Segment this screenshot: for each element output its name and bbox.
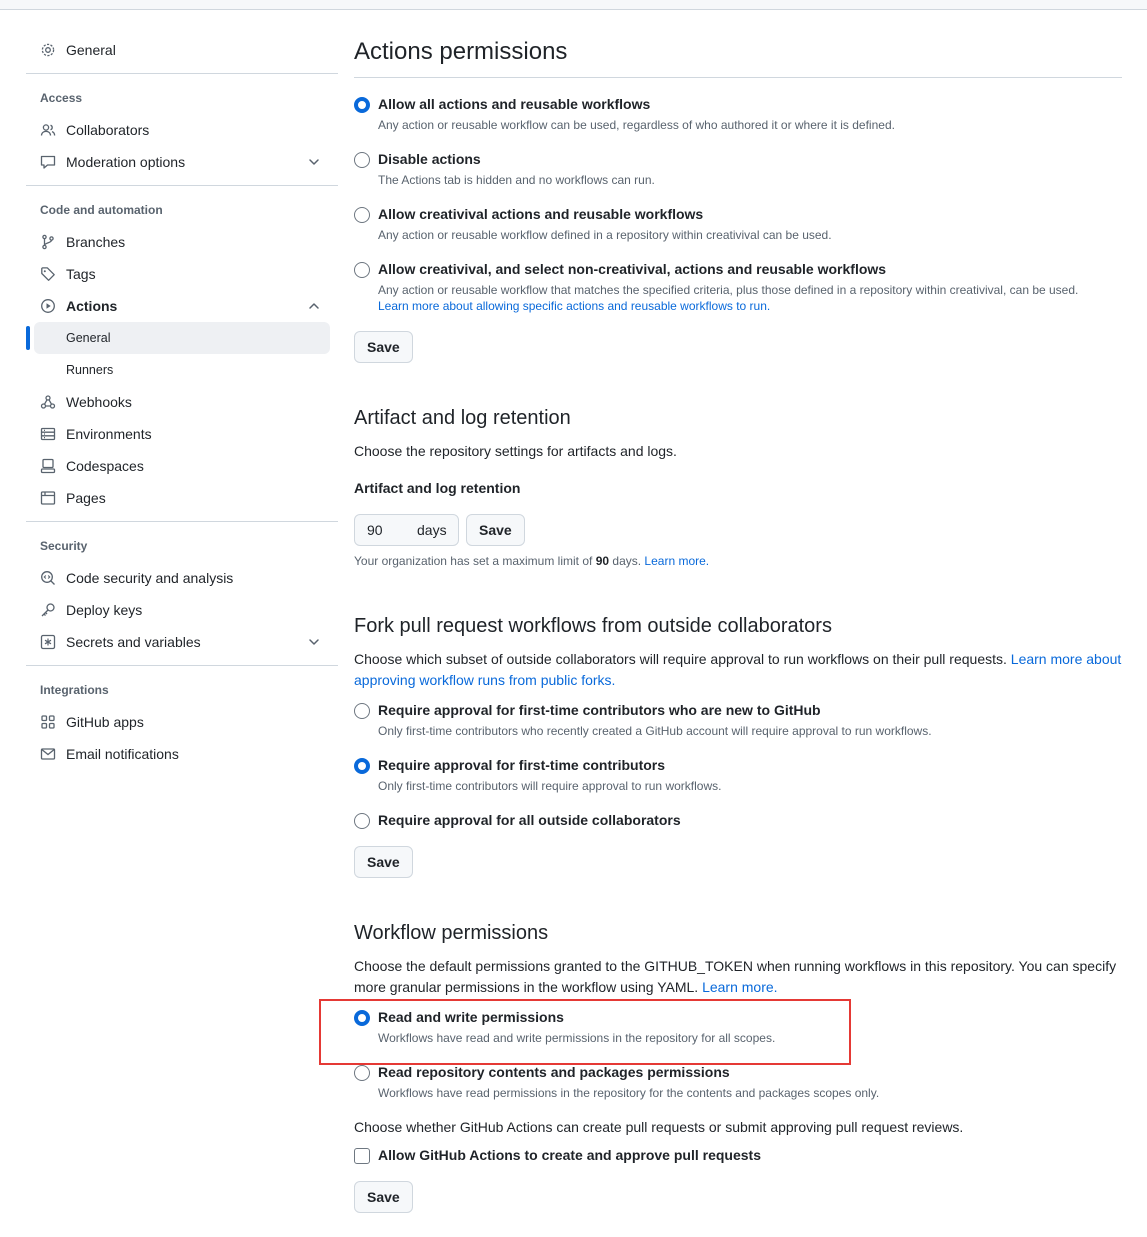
sidebar-item-general[interactable] — [26, 34, 338, 66]
note-limit-value: 90 — [595, 554, 610, 568]
nav-heading-access: Access — [40, 91, 83, 105]
sidebar-item-pages[interactable] — [26, 482, 338, 514]
radio-button[interactable] — [354, 152, 370, 168]
sidebar-item-github-apps[interactable] — [26, 706, 338, 738]
sidebar-item-collaborators[interactable] — [26, 114, 338, 146]
sidebar-item-email-notifications[interactable] — [26, 738, 338, 770]
sidebar-item-label: Tags — [66, 266, 96, 282]
radio-button[interactable] — [354, 207, 370, 223]
people-icon — [40, 122, 56, 138]
learn-more-workflow-link[interactable]: Learn more. — [702, 979, 778, 995]
sidebar-item-label: Runners — [66, 363, 114, 377]
radio-label: Allow creativival actions and reusable workflows — [378, 206, 704, 222]
sidebar-item-label: GitHub apps — [66, 714, 144, 730]
save-retention-button[interactable]: Save — [466, 514, 525, 546]
radio-button[interactable] — [354, 758, 370, 774]
active-indicator — [26, 326, 30, 350]
radio-label: Disable actions — [378, 151, 481, 167]
sidebar-item-label: Environments — [66, 426, 152, 442]
retention-days-unit: days — [417, 522, 447, 538]
sidebar-item-label: Collaborators — [66, 122, 150, 138]
radio-label: Read repository contents and packages permissions — [378, 1064, 730, 1080]
chevron-down-icon[interactable] — [306, 154, 322, 170]
sidebar-item-branches[interactable] — [26, 226, 338, 258]
comment-report-icon — [40, 154, 56, 170]
section-title-fork: Fork pull request workflows from outside collaborators — [354, 615, 832, 637]
sidebar-item-label: Deploy keys — [66, 602, 143, 618]
nav-heading-code: Code and automation — [40, 203, 163, 217]
nav-heading-security: Security — [40, 539, 88, 553]
nav-divider — [26, 665, 338, 666]
radio-label: Require approval for all outside collaborators — [378, 812, 681, 828]
play-icon — [40, 298, 56, 314]
save-workflow-button[interactable]: Save — [354, 1181, 413, 1213]
checkbox[interactable] — [354, 1148, 370, 1164]
nav-divider — [26, 73, 338, 74]
retention-limit-note — [354, 554, 709, 568]
sidebar-item-tags[interactable] — [26, 258, 338, 290]
note-suffix: days. — [612, 554, 642, 568]
sidebar-item-codespaces[interactable] — [26, 450, 338, 482]
section-description — [354, 956, 1122, 998]
radio-label: Require approval for first-time contributors — [378, 757, 666, 773]
mail-icon — [40, 746, 56, 762]
radio-label: Read and write permissions — [378, 1009, 564, 1025]
settings-sidebar — [26, 34, 338, 770]
learn-more-retention-link[interactable]: Learn more. — [644, 554, 710, 568]
radio-description: Workflows have read and write permissions in the repository for all scopes. — [378, 1031, 776, 1045]
codespaces-icon — [40, 458, 56, 474]
radio-description — [378, 282, 1108, 314]
sidebar-item-label: Actions — [66, 298, 118, 314]
radio-description: Any action or reusable workflow can be used, regardless of who authored it or where it is defined. — [378, 118, 895, 132]
section-title-artifact: Artifact and log retention — [354, 407, 571, 429]
radio-button[interactable] — [354, 703, 370, 719]
radio-label: Allow all actions and reusable workflows — [378, 96, 651, 112]
webhook-icon — [40, 394, 56, 410]
sidebar-item-label: Secrets and variables — [66, 634, 201, 650]
apps-icon — [40, 714, 56, 730]
checkbox-label: Allow GitHub Actions to create and approve pull requests — [378, 1147, 761, 1163]
nav-heading-integrations: Integrations — [40, 683, 109, 697]
sidebar-item-label: Code security and analysis — [66, 570, 234, 586]
nav-divider — [26, 521, 338, 522]
retention-days-input[interactable] — [354, 514, 459, 546]
title-divider — [354, 77, 1122, 78]
sidebar-item-moderation[interactable] — [26, 146, 338, 178]
radio-description: Only first-time contributors who recently created a GitHub account will require approval to run workflows. — [378, 724, 932, 738]
section-description: Choose the repository settings for artifacts and logs. — [354, 443, 677, 459]
retention-days-value[interactable]: 90 — [367, 522, 383, 538]
git-branch-icon — [40, 234, 56, 250]
sidebar-item-secrets[interactable] — [26, 626, 338, 658]
sidebar-item-label: Branches — [66, 234, 126, 250]
sidebar-subitem-actions-general[interactable] — [34, 322, 330, 354]
radio-description: The Actions tab is hidden and no workflows can run. — [378, 173, 655, 187]
sidebar-subitem-runners[interactable] — [26, 354, 338, 386]
radio-description: Only first-time contributors will require approval to run workflows. — [378, 779, 722, 793]
section-description — [354, 649, 1122, 691]
codescan-icon — [40, 570, 56, 586]
sidebar-item-deploy-keys[interactable] — [26, 594, 338, 626]
section-title-workflow: Workflow permissions — [354, 922, 549, 944]
radio-button[interactable] — [354, 813, 370, 829]
sidebar-item-label: General — [66, 331, 111, 345]
save-fork-button[interactable]: Save — [354, 846, 413, 878]
sidebar-item-label: Moderation options — [66, 154, 186, 170]
sidebar-item-webhooks[interactable] — [26, 386, 338, 418]
sidebar-item-label: Webhooks — [66, 394, 132, 410]
key-icon — [40, 602, 56, 618]
sidebar-item-label: General — [66, 42, 116, 58]
chevron-up-icon[interactable] — [306, 298, 322, 314]
radio-description: Any action or reusable workflow defined in a repository within creativival can be used. — [378, 228, 832, 242]
radio-label: Require approval for first-time contributors who are new to GitHub — [378, 702, 821, 718]
top-bar — [0, 0, 1147, 10]
radio-button[interactable] — [354, 1065, 370, 1081]
retention-field-label: Artifact and log retention — [354, 480, 521, 496]
fork-description-text: Choose which subset of outside collaborators will require approval to run workflows on their pull requests. — [354, 651, 1007, 667]
sidebar-item-actions[interactable] — [26, 290, 338, 322]
sidebar-item-label: Pages — [66, 490, 106, 506]
browser-icon — [40, 490, 56, 506]
pr-description: Choose whether GitHub Actions can create pull requests or submit approving pull request reviews. — [354, 1119, 964, 1135]
sidebar-item-label: Email notifications — [66, 746, 179, 762]
learn-more-fork-link[interactable]: Learn more about approving workflow runs from public forks. — [354, 651, 1122, 688]
gear-icon — [40, 42, 56, 58]
save-actions-permissions-button[interactable]: Save — [354, 331, 413, 363]
asterisk-box-icon — [40, 634, 56, 650]
annotation-highlight-box — [319, 999, 851, 1065]
learn-more-select-actions-link[interactable]: Learn more about allowing specific actions and reusable workflows to run. — [378, 299, 771, 313]
radio-button[interactable] — [354, 97, 370, 113]
chevron-down-icon[interactable] — [306, 634, 322, 650]
radio-description: Workflows have read permissions in the repository for the contents and packages scopes only. — [378, 1086, 880, 1100]
sidebar-item-code-security[interactable] — [26, 562, 338, 594]
radio-label: Allow creativival, and select non-creativival, actions and reusable workflows — [378, 261, 887, 277]
note-prefix: Your organization has set a maximum limit of — [354, 554, 593, 568]
page-title: Actions permissions — [354, 38, 568, 65]
sidebar-item-label: Codespaces — [66, 458, 144, 474]
nav-divider — [26, 185, 338, 186]
radio-button[interactable] — [354, 262, 370, 278]
tag-icon — [40, 266, 56, 282]
workflow-description-text: Choose the default permissions granted to the GITHUB_TOKEN when running workflows in this repository. You can specify more granular permissions in the workflow using YAML. — [354, 958, 1117, 995]
server-icon — [40, 426, 56, 442]
radio-description-text: Any action or reusable workflow that matches the specified criteria, plus those defined in a repository within creativival, can be used. — [378, 283, 1079, 297]
sidebar-item-environments[interactable] — [26, 418, 338, 450]
